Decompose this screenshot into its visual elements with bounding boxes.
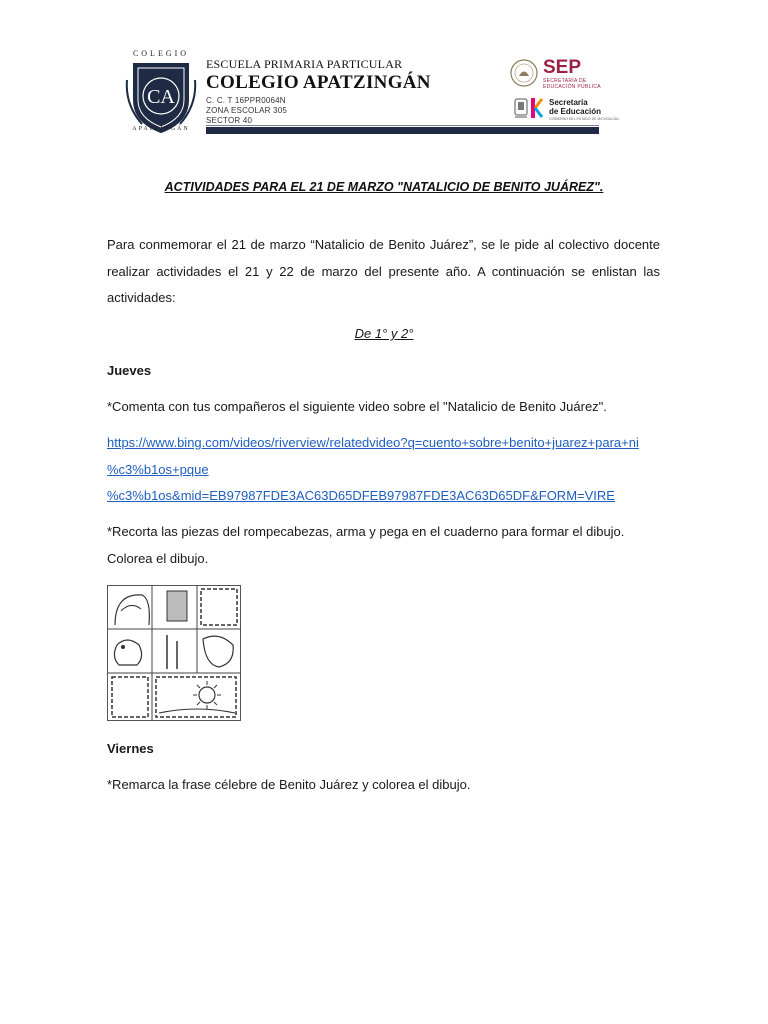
school-name: COLEGIO APATZINGÁN bbox=[206, 72, 431, 93]
school-crest-logo bbox=[124, 50, 198, 136]
activity-1: *Comenta con tus compañeros el siguiente video sobre el "Natalicio de Benito Juárez". bbox=[107, 399, 607, 414]
header-rule bbox=[206, 127, 599, 134]
document-title: ACTIVIDADES PARA EL 21 DE MARZO "NATALICIO DE BENITO JUÁREZ". bbox=[164, 180, 604, 194]
sep-logo-text: SEP bbox=[543, 57, 582, 78]
crest-top-text: COLEGIO bbox=[132, 49, 190, 58]
video-link-line-2[interactable]: %c3%b1os+pque bbox=[107, 461, 209, 477]
video-link-line-1[interactable]: https://www.bing.com/videos/riverview/relatedvideo?q=cuento+sobre+benito+juarez+para+ni bbox=[107, 435, 639, 450]
school-sector: SECTOR 40 bbox=[206, 116, 253, 125]
school-cct: C. C. T 16PPR0064N bbox=[206, 96, 286, 105]
header-rule-thin bbox=[206, 125, 599, 126]
secretaria-k-logo-icon bbox=[530, 96, 544, 120]
day-heading-jueves: Jueves bbox=[107, 363, 152, 378]
secretaria-tagline: GOBIERNO DEL ESTADO DE MICHOACÁN bbox=[549, 117, 619, 121]
puzzle-coloring-image bbox=[107, 585, 241, 721]
state-seal-icon bbox=[512, 97, 530, 119]
crest-initials: CA bbox=[147, 86, 175, 108]
school-zona: ZONA ESCOLAR 305 bbox=[206, 106, 288, 115]
mexico-seal-icon bbox=[510, 59, 538, 87]
secretaria-text: Secretaría de Educación bbox=[549, 98, 602, 116]
intro-paragraph: Para conmemorar el 21 de marzo “Natalicio de Benito Juárez”, se le pide al colectivo docente realizar actividades el 21 y 22 de marzo del presente año. A continuación se enlistan las actividades: bbox=[107, 237, 660, 305]
grade-heading: De 1° y 2° bbox=[354, 326, 414, 341]
school-subtitle: ESCUELA PRIMARIA PARTICULAR bbox=[206, 57, 403, 71]
activity-3: *Remarca la frase célebre de Benito Juárez y colorea el dibujo. bbox=[107, 777, 471, 792]
crest-bottom-text: APATZINGÁN bbox=[132, 126, 190, 132]
video-link-line-3[interactable]: %c3%b1os&mid=EB97987FDE3AC63D65DFEB97987FDE3AC63D65DF&FORM=VIRE bbox=[107, 488, 615, 503]
video-link[interactable] bbox=[107, 430, 667, 510]
activity-2: *Recorta las piezas del rompecabezas, arma y pega en el cuaderno para formar el dibujo. Colorea el dibujo. bbox=[107, 524, 625, 566]
sep-subtitle: SECRETARÍA DE EDUCACIÓN PÚBLICA bbox=[543, 78, 601, 90]
day-heading-viernes: Viernes bbox=[107, 741, 154, 756]
